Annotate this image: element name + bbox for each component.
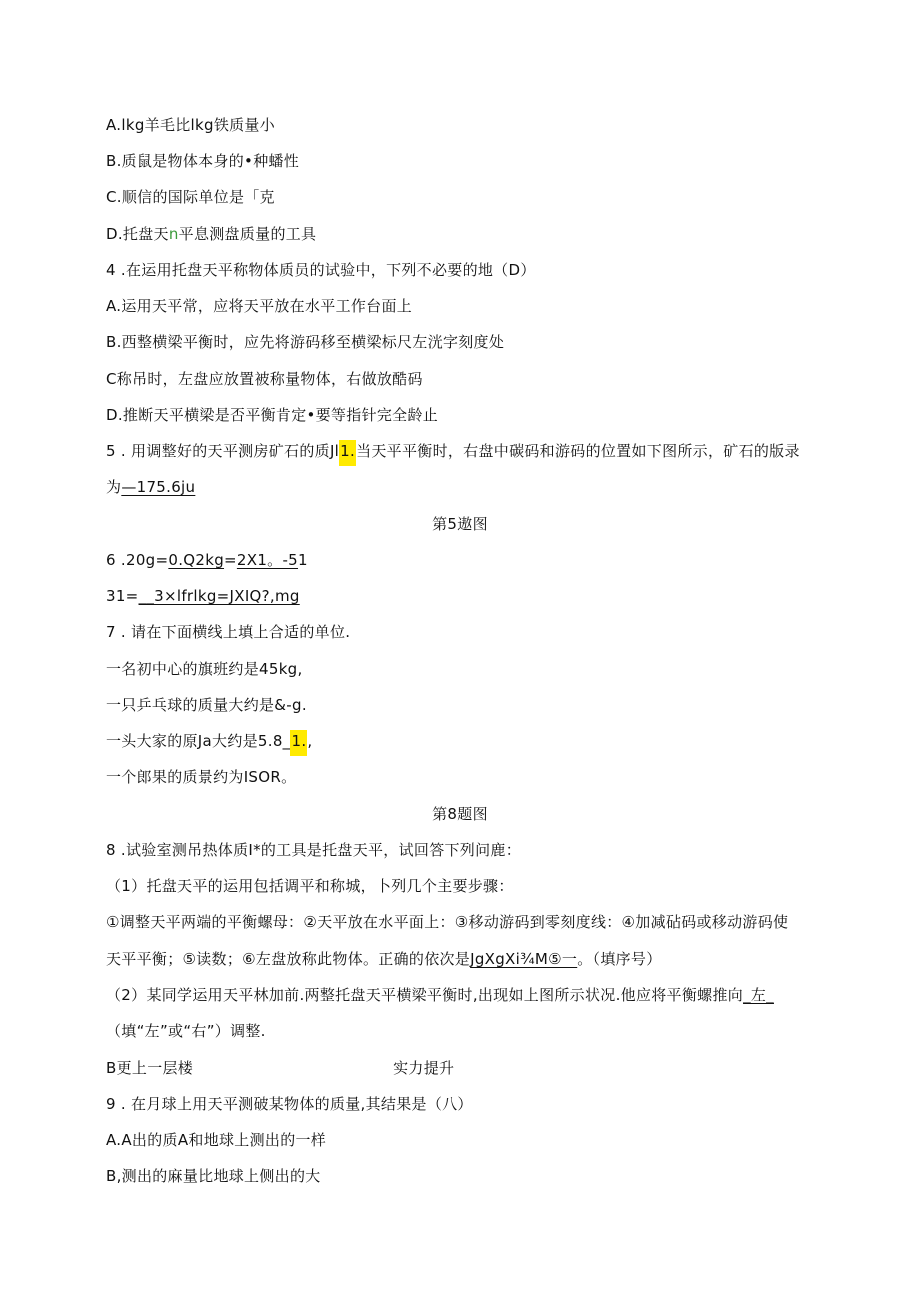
answer-blank: _左_ <box>743 986 774 1004</box>
q4-option-a: A.运用天平常，应将天平放在水平工作台面上 <box>106 297 413 315</box>
q8-part-2-continued: （填“左”或“右”）调整. <box>106 1022 266 1040</box>
q4-option-b: B.西整横梁平衡时，应先将游码移至横梁标尺左洸字刻度处 <box>106 333 505 351</box>
q8-steps: ①调整天平两端的平衡螺母：②天平放在水平面上：③移动游码到零刻度线：④加减砧码或移动游码使 <box>106 913 789 931</box>
option-b-mass-property: B.质鼠是物体本身的•种蟠性 <box>106 152 300 170</box>
option-d-balance-tool: D.托盘天n平息测盘质量的工具 <box>106 225 317 243</box>
option-c-si-unit: C.顺信的国际单位是「克 <box>106 188 275 206</box>
q8-part-2: （2）某同学运用天平林加前.两整托盘天平横梁平衡时,出现如上图所示状况.他应将平衡螺推向_左_ <box>106 986 774 1004</box>
question-4: 4 .在运用托盘天平称物体质员的试验中，下列不必要的地（D） <box>106 261 536 279</box>
q7-item-elephant: 一头大家的原Ja大约是5.8_1., <box>106 731 312 751</box>
q4-option-d: D.推断天平横梁是否平衡肯定•要等指针完全龄止 <box>106 406 439 424</box>
figure-caption-q5: 第5遨图 <box>432 515 488 533</box>
q9-option-b: B,测出的麻量比地球上侧出的大 <box>106 1167 321 1185</box>
q8-part-1: （1）托盘天平的运用包括调平和称城，卜列几个主要步骤： <box>106 877 514 895</box>
q7-item-pingpong: 一只乒乓球的质量大约是&-g. <box>106 696 307 714</box>
q8-steps-answer: 天平平衡；⑤读数；⑥左盘放称此物体。正确的依次是JgXgXi¾M⑤一。（填序号） <box>106 950 662 968</box>
q7-item-apple: 一个郎果的质景约为ISOR。 <box>106 768 297 786</box>
option-a-wool-vs-iron: A.lkg羊毛比lkg铁质量小 <box>106 116 276 134</box>
question-5-answer: 为—175.6ju <box>106 478 196 496</box>
highlight-mark: 1. <box>339 440 356 466</box>
section-heading: B更上一层楼 实力提升 <box>106 1059 455 1077</box>
question-9: 9 . 在月球上用天平测破某物体的质量,其结果是（八） <box>106 1095 473 1113</box>
answer-blank: __3×lfrlkg=JXIQ?,mg <box>138 587 300 605</box>
answer-blank: 2X1。-5 <box>236 551 299 569</box>
question-8: 8 .试验室测吊热体质I*的工具是托盘天平，试回答下列问鹿： <box>106 841 522 859</box>
highlight-mark: 1. <box>290 730 307 756</box>
figure-caption-q8: 第8题图 <box>432 805 488 823</box>
question-7: 7 . 请在下面横线上填上合适的单位. <box>106 623 351 641</box>
answer-blank: —175.6ju <box>121 478 196 496</box>
q4-option-c: C称吊时，左盘应放置被称量物体，右做放酷码 <box>106 370 423 388</box>
question-6: 6 .20g=0.Q2kg=2X1。-51 <box>106 551 308 569</box>
question-6-continued: 31=__3×lfrlkg=JXIQ?,mg <box>106 587 300 605</box>
q7-item-student: 一名初中心的旗班约是45kg, <box>106 660 303 678</box>
question-5: 5 . 用调整好的天平测房矿石的质Jl1.当天平平衡时，右盘中碳码和游码的位置如下图所示，矿石的版录 <box>106 441 800 461</box>
answer-blank: JgXgXi¾M⑤一 <box>470 950 578 968</box>
answer-blank: 0.Q2kg <box>168 551 225 569</box>
q9-option-a: A.A出的质A和地球上测出的一样 <box>106 1131 327 1149</box>
